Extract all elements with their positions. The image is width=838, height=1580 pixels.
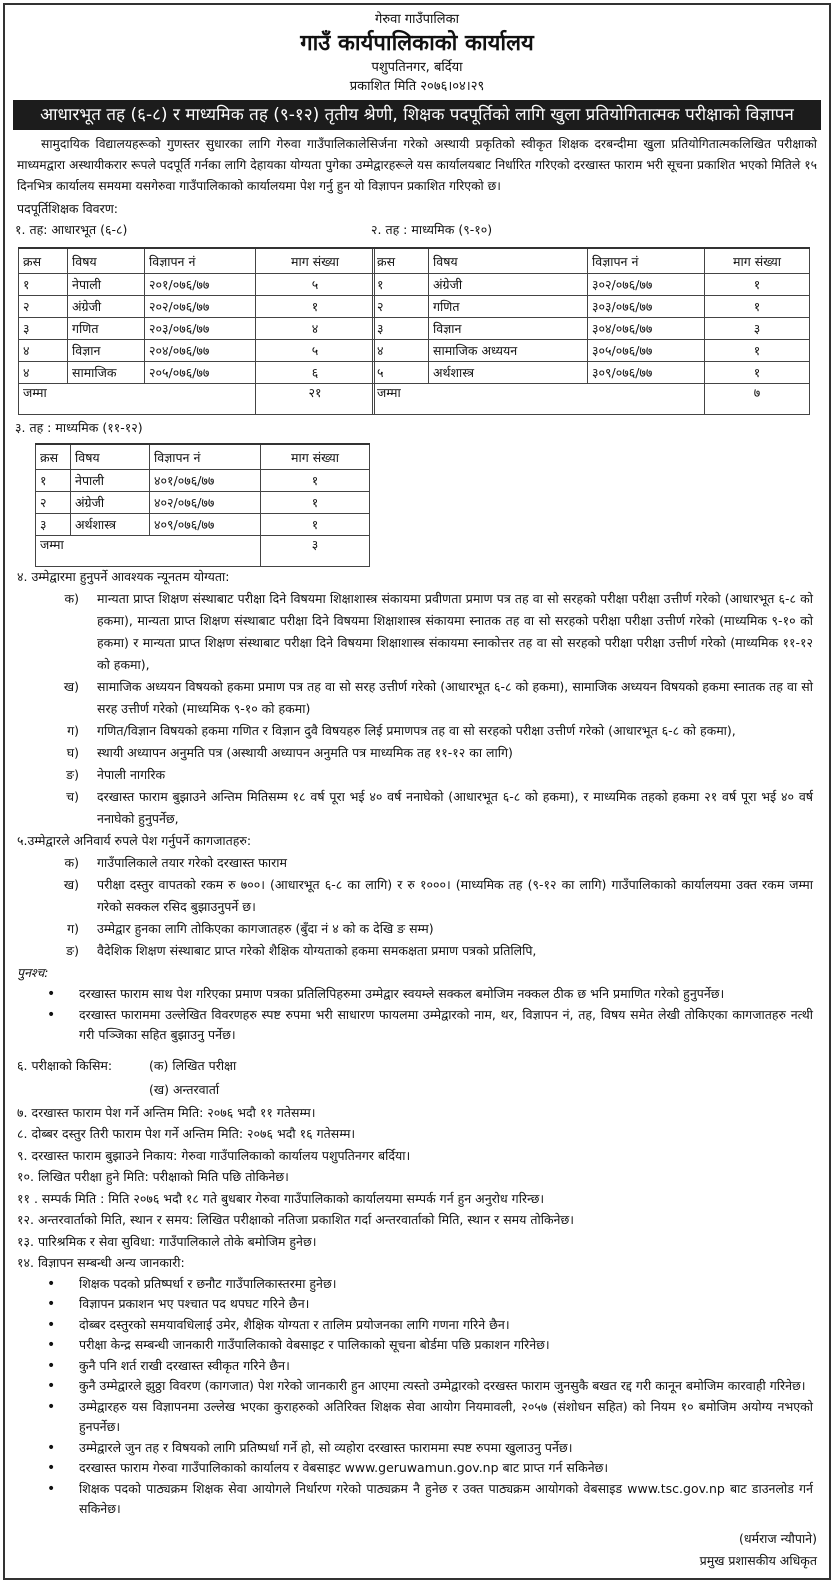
bullet-icon: • — [47, 1378, 56, 1394]
table-cell: २०४/०७६/७७ — [145, 340, 256, 362]
section-6-title: ६. परीक्षाको किसिम: — [17, 1057, 113, 1073]
list-item — [17, 852, 817, 874]
table-caption: ३. तह : माध्यमिक (११-१२) — [15, 420, 143, 435]
table-cell: २ — [373, 296, 429, 318]
table-row — [19, 340, 375, 362]
table-cell: सामाजिक अध्ययन — [429, 340, 588, 362]
numbered-sections — [5, 1102, 829, 1274]
bullet-item — [17, 1376, 817, 1397]
table-cell: १ — [373, 274, 429, 296]
bullet-icon: • — [47, 1296, 56, 1312]
table-cell: ४०२/०७६/७७ — [150, 492, 261, 514]
table-cell: १ — [256, 296, 375, 318]
ps-list — [17, 984, 817, 1046]
table-row — [36, 470, 370, 492]
list-item — [17, 874, 817, 918]
table-cell: ५ — [256, 274, 375, 296]
section-6 — [17, 1054, 817, 1102]
bullet-icon: • — [47, 1398, 56, 1415]
bullet-text: विज्ञापन प्रकाशन भए पश्चात पद थपघट गरिने छैन। — [79, 1296, 310, 1311]
notice-banner: आधारभूत तह (६-८) र माध्यमिक तह (९-१२) तृतीय श्रेणी, शिक्षक पदपूर्तिको लागि खुला प्रतियोगितात्मक परीक्षाको विज्ञापन — [13, 100, 821, 130]
table-row — [373, 340, 810, 362]
section-4-title: ४. उम्मेद्वारमा हुनुपर्ने आवश्यक न्यूनतम योग्यता: — [17, 569, 230, 584]
table-cell: ६ — [256, 362, 375, 384]
table-row — [36, 492, 370, 514]
table-cell: १ — [705, 296, 810, 318]
documents-list — [17, 852, 817, 962]
table-cell: अंग्रेजी — [68, 296, 145, 318]
table-cell: १ — [261, 492, 370, 514]
vacancy-table — [372, 247, 810, 415]
list-item — [17, 786, 817, 830]
bullet-text: शिक्षक पदको पाठ्यक्रम शिक्षक सेवा आयोगले निर्धारण गरेको पाठ्यक्रम नै हुनेछ र उक्त पाठ्यक्रम आयोगको वेबसाइड www.tsc.gov.np बाट डाउनलोड गर्न सकिनेछ। — [79, 1480, 813, 1516]
bullet-item — [17, 984, 817, 1005]
item-marker: क) — [64, 591, 79, 606]
table-cell: १ — [261, 514, 370, 536]
column-header: विज्ञापन नं — [588, 248, 705, 274]
numbered-item: १४. विज्ञापन सम्बन्धी अन्य जानकारी: — [17, 1255, 185, 1270]
table-cell: ३ — [705, 318, 810, 340]
item-text: स्थायी अध्यापन अनुमति पत्र (अस्थायी अध्यापन अनुमति पत्र माध्यमिक तह ११-१२ का लागि) — [97, 745, 513, 760]
bullet-text: परीक्षा केन्द्र सम्बन्धी जानकारी गाउँपालिकाको वेबसाइट र पालिकाको सूचना बोर्डमा पछि प्रकाशन गरिनेछ। — [79, 1337, 550, 1352]
org-name: गेरुवा गाउँपालिका — [375, 12, 459, 27]
table-row — [19, 318, 375, 340]
total-row — [19, 384, 375, 415]
bullet-text: दरखास्त फाराम साथ पेश गरिएका प्रमाण पत्रका प्रतिलिपिहरुमा उम्मेद्वार स्वयम्ले सक्कल बमोजिम नक्कल ठीक छ भनि प्रमाणित गरेको हुनुपर्नेछ। — [79, 986, 725, 1001]
ps-title: पुनश्च: — [17, 965, 49, 980]
bullet-item — [17, 1479, 817, 1520]
total-row — [373, 384, 810, 415]
list-item — [17, 588, 817, 676]
numbered-item: १२. अन्तरवार्ताको मिति, स्थान र समय: लिखित परीक्षाको नतिजा प्रकाशित गर्दा अन्तरवार्ताको मिति, स्थान र समय तोकिनेछ। — [17, 1212, 574, 1227]
total-label: जम्मा — [36, 536, 261, 567]
table-cell: २०२/०७६/७७ — [145, 296, 256, 318]
total-value: २१ — [256, 384, 375, 415]
table-cell: ४ — [256, 318, 375, 340]
column-header: क्रस — [19, 248, 68, 274]
table-cell: ३०९/०७६/७७ — [588, 362, 705, 384]
item-marker: ख) — [63, 877, 79, 892]
item-text: दरखास्त फाराम बुझाउने अन्तिम मितिसम्म १८ वर्ष पूरा भई ४० वर्ष ननाघेको (आधारभूत ६-८ को हकमा), र माध्यमिक तहको हकमा २१ वर्ष पूरा भई ४० वर्ष ननाघेको हुनुपर्नेछ, — [97, 789, 813, 826]
bullet-item — [17, 1335, 817, 1356]
table-cell: ५ — [256, 340, 375, 362]
table-header-row — [373, 248, 810, 274]
table-cell: १ — [705, 340, 810, 362]
table-caption: १. तह: आधारभूत (६-८) — [15, 222, 128, 237]
table-cell: ४०१/०७६/७७ — [150, 470, 261, 492]
column-header: विज्ञापन नं — [150, 444, 261, 470]
table-cell: ३ — [19, 318, 68, 340]
total-value: ७ — [705, 384, 810, 415]
table-cell: १ — [19, 274, 68, 296]
table-row — [19, 362, 375, 384]
exam-type-interview: (ख) अन्तरवार्ता — [149, 1081, 220, 1097]
total-label: जम्मा — [373, 384, 705, 415]
qualification-list — [17, 588, 817, 830]
item-text: सामाजिक अध्ययन विषयको हकमा प्रमाण पत्र तह वा सो सरह उत्तीर्ण गरेको (आधारभूत ६-८ को हकमा), सामाजिक अध्ययन विषयको हकमा स्नातक तह वा सो सरह उत्तीर्ण गरेको (माध्यमिक ९-१० को हकमा) — [97, 679, 813, 716]
table-cell: अंग्रेजी — [429, 274, 588, 296]
total-value: ३ — [261, 536, 370, 567]
table-cell: गणित — [68, 318, 145, 340]
bullet-text: दोब्बर दस्तुरको समयावधिलाई उमेर, शैक्षिक योग्यता र तालिम प्रयोजनका लागि गणना गरिने छैन। — [79, 1316, 510, 1332]
table-row — [373, 296, 810, 318]
item-text: उम्मेद्वार हुनका लागि तोकिएका कागजातहरु (बुँदा नं ४ को क देखि ङ सम्म) — [97, 921, 434, 936]
bullet-text: उम्मेद्वारहरु यस विज्ञापनमा उल्लेख भएका कुराहरुको अतिरिक्त शिक्षक सेवा आयोग नियमावली, २०५७ (संशोधन सहित) को नियम १० बमोजिम अयोग्य नभएको हुनपर्नेछ। — [79, 1398, 813, 1434]
signatory-title: प्रमुख प्रशासकीय अधिकृत — [699, 1552, 817, 1568]
item-marker: क) — [64, 855, 79, 870]
table-cell: ३०५/०७६/७७ — [588, 340, 705, 362]
item-text: वैदेशिक शिक्षण संस्थाबाट प्राप्त गरेको शैक्षिक योग्यताको हकमा समकक्षता प्रमाण पत्रको प्रतिलिपि, — [97, 943, 537, 958]
table-cell: विज्ञान — [68, 340, 145, 362]
table-row — [36, 514, 370, 536]
signature-block — [5, 1528, 817, 1572]
table-cell: २ — [19, 296, 68, 318]
column-header: विषय — [429, 248, 588, 274]
table-cell: ४ — [19, 362, 68, 384]
bullet-item — [17, 1458, 817, 1479]
column-header: विषय — [71, 444, 150, 470]
item-text: मान्यता प्राप्त शिक्षण संस्थाबाट परीक्षा दिने विषयमा शिक्षाशास्त्र संकायमा प्रवीणता प्रमाण पत्र तह वा सो सरहको परीक्षा परीक्षा उत्तीर्ण गरेको (आधारभूत ६-८ को हकमा), मान्यता प्राप्त शिक्षण संस्थाबाट परीक्षा दिने विषयमा शिक्षाशास्त्र संकायमा स्नातक तह वा सो सरहको परीक्षा परीक्षा उत्तीर्ण गरेको (माध्यमिक ९-१० को हकमा) र मान्यता प्राप्त शिक्षण संस्थाबाट परीक्षा दिने विषयमा शिक्षाशास्त्र संकायमा स्नाकोत्तर तह वा सो सरहको परीक्षा परीक्षा उत्तीर्ण गरेको (माध्यमिक ११-१२ को हकमा), — [97, 591, 813, 672]
table-row — [19, 274, 375, 296]
numbered-item: ८. दोब्बर दस्तुर तिरी फाराम पेश गर्ने अन्तिम मिति: २०७६ भदौ १६ गतेसम्म। — [17, 1126, 356, 1141]
column-header: माग संख्या — [256, 248, 375, 274]
vacancy-table — [35, 443, 370, 567]
item-marker: ग) — [67, 921, 79, 936]
bullet-item — [17, 1274, 817, 1295]
numbered-item: ११ . सम्पर्क मिति : मिति २०७६ भदौ १८ गते बुधबार गेरुवा गाउँपालिकाको कार्यालयमा सम्पर्क गर्न हुन अनुरोध गरिन्छ। — [17, 1190, 545, 1206]
table-row — [19, 296, 375, 318]
intro-paragraph: सामुदायिक विद्यालयहरूको गुणस्तर सुधारका लागि गेरुवा गाउँपालिकालेसिर्जना गरेको अस्थायी प्रकृतिको स्वीकृत शिक्षक दरबन्दीमा खुला प्रतियोगितात्मकलिखित परीक्षाको माध्यमद्वारा अस्थायीकरार रूपले पदपूर्ति गर्नका लागि देहायका योग्यता पुगेका उम्मेद्वारहरूले यस कार्यालयबाट निर्धारित गरिएको दरखास्त फाराम भरी सूचना प्रकाशित भएको मितिले १५ दिनभित्र कार्यालय समयमा यसगेरुवा गाउँपालिकाको कार्यालयमा पेश गर्नु हुन यो विज्ञापन प्रकाशित गरिएको छ। — [17, 137, 817, 193]
vacancy-table — [18, 247, 375, 415]
table-cell: नेपाली — [71, 470, 150, 492]
table-cell: ३०२/०७६/७७ — [588, 274, 705, 296]
numbered-item: ९. दरखास्त फाराम बुझाउने निकाय: गेरुवा गाउँपालिकाको कार्यालय पशुपतिनगर बर्दिया। — [17, 1147, 411, 1163]
vacancy-tables — [5, 221, 829, 566]
other-info-list — [17, 1274, 817, 1520]
bullet-icon: • — [47, 1316, 56, 1333]
table-row — [373, 362, 810, 384]
table-row — [373, 318, 810, 340]
table-cell: ३०३/०७६/७७ — [588, 296, 705, 318]
bullet-icon: • — [47, 1006, 56, 1023]
bullet-icon: • — [47, 1337, 56, 1353]
section-5-title: ५.उम्मेद्वारले अनिवार्य रुपले पेश गर्नुपर्ने कागजातहरु: — [17, 833, 252, 848]
numbered-item: १३. पारिश्रमिक र सेवा सुविधा: गाउँपालिकाले तोके बमोजिम हुनेछ। — [17, 1233, 317, 1249]
table-cell: १ — [705, 274, 810, 296]
table-cell: ५ — [373, 362, 429, 384]
office-place: पशुपतिनगर, बर्दिया — [371, 60, 463, 75]
item-marker: घ) — [66, 745, 79, 760]
table-cell: ३०४/०७६/७७ — [588, 318, 705, 340]
table-cell: १ — [36, 470, 71, 492]
item-marker: ङ) — [66, 767, 79, 782]
table-cell: सामाजिक — [68, 362, 145, 384]
column-header: माग संख्या — [261, 444, 370, 470]
bullet-icon: • — [47, 1480, 56, 1497]
table-cell: २ — [36, 492, 71, 514]
list-item — [17, 940, 817, 962]
bullet-item — [17, 1294, 817, 1315]
item-text: गाउँपालिकाले तयार गरेको दरखास्त फाराम — [97, 855, 287, 870]
table-cell: ४०९/०७६/७७ — [150, 514, 261, 536]
total-row — [36, 536, 370, 567]
bullet-text: दरखास्त फाराम गेरुवा गाउँपालिकाको कार्यालय र वेबसाइट www.geruwamun.gov.np बाट प्राप्त गर्न सकिनेछ। — [79, 1460, 609, 1475]
item-marker: ख) — [63, 679, 79, 694]
bullet-icon: • — [47, 1439, 56, 1456]
bullet-item — [17, 1005, 817, 1046]
table-cell: नेपाली — [68, 274, 145, 296]
table-row — [373, 274, 810, 296]
table-cell: ३ — [373, 318, 429, 340]
item-text: नेपाली नागरिक — [97, 767, 166, 782]
list-item — [17, 676, 817, 720]
column-header: विषय — [68, 248, 145, 274]
table-cell: १ — [705, 362, 810, 384]
table-cell: २०१/०७६/७७ — [145, 274, 256, 296]
table-header-row — [36, 444, 370, 470]
bullet-item — [17, 1315, 817, 1336]
bullet-icon: • — [47, 986, 56, 1002]
column-header: क्रस — [36, 444, 71, 470]
bullet-text: कुनै पनि शर्त राखी दरखास्त स्वीकृत गरिने छैन। — [79, 1357, 290, 1373]
column-header: विज्ञापन नं — [145, 248, 256, 274]
item-text: परीक्षा दस्तुर वापतको रकम रु ७००। (आधारभूत ६-८ का लागि) र रु १०००। (माध्यमिक तह (९-१२ का लागि) गाउँपालिकाको कार्यालयमा उक्त रकम जम्मा गरेको सक्कल रसिद बुझाउनुपर्ने छ। — [97, 877, 813, 914]
bullet-item — [17, 1397, 817, 1438]
bullet-icon: • — [47, 1357, 56, 1374]
bullet-icon: • — [47, 1460, 56, 1476]
list-item — [17, 720, 817, 742]
bullet-item — [17, 1356, 817, 1377]
table-caption: २. तह : माध्यमिक (९-१०) — [371, 222, 493, 237]
notice-page — [3, 3, 831, 1580]
table-cell: २०३/०७६/७७ — [145, 318, 256, 340]
signatory-name: (धर्मराज न्यौपाने) — [739, 1530, 817, 1546]
column-header: क्रस — [373, 248, 429, 274]
table-cell: अर्थशास्त्र — [71, 514, 150, 536]
table-cell: ४ — [373, 340, 429, 362]
numbered-item: १०. लिखित परीक्षा हुने मिति: परीक्षाको मिति पछि तोकिनेछ। — [17, 1169, 289, 1184]
office-title: गाउँ कार्यपालिकाको कार्यालय — [300, 31, 534, 56]
table-cell: ३ — [36, 514, 71, 536]
table-cell: १ — [261, 470, 370, 492]
table-cell: २०५/०७६/७७ — [145, 362, 256, 384]
item-marker: ङ) — [66, 943, 79, 958]
header — [5, 5, 829, 97]
bullet-text: शिक्षक पदको प्रतिष्पर्धा र छनौट गाउँपालिकास्तरमा हुनेछ। — [79, 1275, 337, 1291]
published-date: प्रकाशित मिति २०७६।०४।२९ — [349, 79, 485, 94]
table-cell: अंग्रेजी — [71, 492, 150, 514]
list-item — [17, 742, 817, 764]
numbered-item: ७. दरखास्त फाराम पेश गर्ने अन्तिम मिति: २०७६ भदौ ११ गतेसम्म। — [17, 1104, 316, 1120]
table-header-row — [19, 248, 375, 274]
exam-type-written: (क) लिखित परीक्षा — [149, 1057, 237, 1073]
bullet-text: दरखास्त फाराममा उल्लेखित विवरणहरु स्पष्ट रुपमा भरी साधारण फायलमा उम्मेद्वारको नाम, थर, विज्ञापन नं, तह, विषय समेत लेखी तोकिएका कागजातहरु नत्थी गरी पञ्जिका सहित बुझाउनु पर्नेछ। — [79, 1006, 813, 1042]
item-marker: च) — [66, 789, 79, 804]
table-cell: गणित — [429, 296, 588, 318]
bullet-icon: • — [47, 1275, 56, 1292]
table-cell: विज्ञान — [429, 318, 588, 340]
item-text: गणित/विज्ञान विषयको हकमा गणित र विज्ञान दुवै विषयहरु लिई प्रमाणपत्र तह वा सो सरहको परीक्षा उत्तीर्ण गरेको (आधारभूत ६-८ को हकमा), — [97, 723, 736, 738]
list-item — [17, 918, 817, 940]
item-marker: ग) — [67, 723, 79, 738]
list-item — [17, 764, 817, 786]
bullet-text: उम्मेद्वारले जुन तह र विषयको लागि प्रतिष्पर्धा गर्ने हो, सो व्यहोरा दरखास्त फाराममा स्पष्ट रुपमा खुलाउनु पर्नेछ। — [79, 1439, 573, 1455]
bullet-text: कुनै उम्मेद्वारले झुठ्ठा विवरण (कागजात) पेश गरेको जानकारी हुन आएमा त्यस्तो उम्मेद्वारको दरखस्त फाराम जुनसुकै बखत रद्द गरी कानून बमोजिम कारवाही गरिनेछ। — [79, 1378, 806, 1393]
column-header: माग संख्या — [705, 248, 810, 274]
table-cell: ४ — [19, 340, 68, 362]
table-cell: अर्थशास्त्र — [429, 362, 588, 384]
total-label: जम्मा — [19, 384, 256, 415]
details-label: पदपूर्तिशिक्षक विवरण: — [17, 201, 118, 216]
